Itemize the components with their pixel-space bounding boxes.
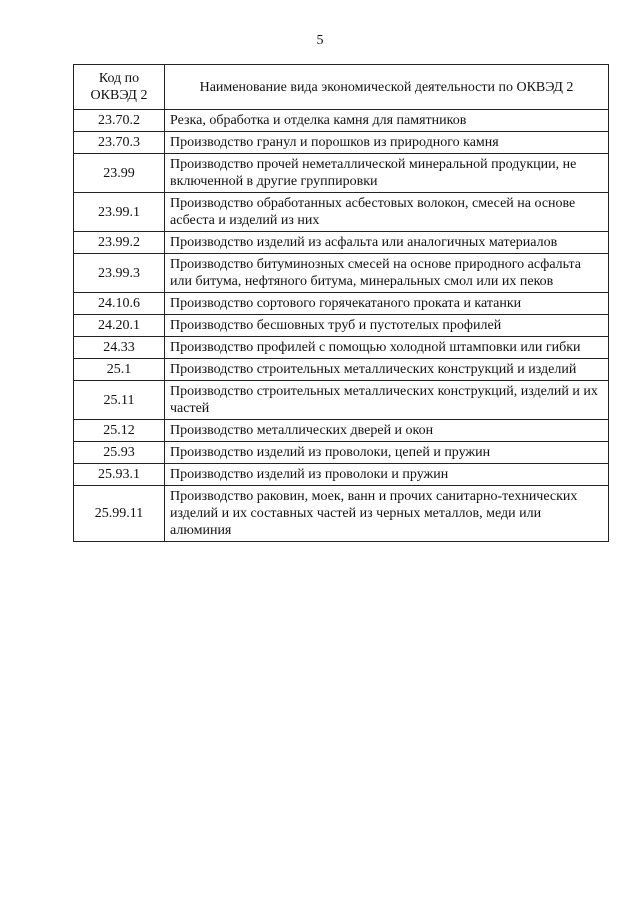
table-row [74,359,609,381]
header-row [74,65,609,110]
activity-name: Производство битуминозных смесей на основе природного асфальта или битума, нефтяного битума, минеральных смол или их пеков [165,254,609,293]
table-row [74,381,609,420]
activity-name: Производство раковин, моек, ванн и прочих санитарно-технических изделий и их составных частей из черных металлов, меди или алюминия [165,486,609,542]
activity-name: Производство изделий из проволоки и пружин [165,464,609,486]
okved-table [73,64,609,542]
name-column-header: Наименование вида экономической деятельности по ОКВЭД 2 [165,65,609,110]
table-row [74,154,609,193]
okved-code: 24.33 [74,337,165,359]
table-row [74,193,609,232]
table-row [74,464,609,486]
okved-code: 23.99.2 [74,232,165,254]
okved-code: 25.93 [74,442,165,464]
okved-code: 24.20.1 [74,315,165,337]
table-row [74,442,609,464]
activity-name: Производство металлических дверей и окон [165,420,609,442]
table-row [74,420,609,442]
okved-code: 25.12 [74,420,165,442]
table-row [74,232,609,254]
okved-code: 25.11 [74,381,165,420]
okved-code: 23.99.1 [74,193,165,232]
activity-name: Производство строительных металлических конструкций и изделий [165,359,609,381]
table-row [74,132,609,154]
okved-code: 23.70.3 [74,132,165,154]
activity-name: Производство изделий из асфальта или аналогичных материалов [165,232,609,254]
table-row [74,337,609,359]
table-row [74,293,609,315]
activity-name: Производство сортового горячекатаного проката и катанки [165,293,609,315]
okved-code: 25.1 [74,359,165,381]
table-row [74,110,609,132]
table-row [74,486,609,542]
code-column-header [74,65,165,110]
activity-name: Производство профилей с помощью холодной штамповки или гибки [165,337,609,359]
okved-code: 25.93.1 [74,464,165,486]
activity-name: Производство гранул и порошков из природного камня [165,132,609,154]
code-header-line1: Код по [98,71,140,86]
table-body [74,110,609,542]
page-number: 5 [316,33,324,48]
okved-code: 23.99.3 [74,254,165,293]
activity-name: Производство прочей неметаллической минеральной продукции, не включенной в другие группировки [165,154,609,193]
activity-name: Резка, обработка и отделка камня для памятников [165,110,609,132]
activity-name: Производство бесшовных труб и пустотелых профилей [165,315,609,337]
table-row [74,315,609,337]
okved-code: 23.99 [74,154,165,193]
activity-name: Производство строительных металлических конструкций, изделий и их частей [165,381,609,420]
table-row [74,254,609,293]
activity-name: Производство изделий из проволоки, цепей и пружин [165,442,609,464]
code-header-line2: ОКВЭД 2 [90,88,148,103]
okved-code: 24.10.6 [74,293,165,315]
activity-name: Производство обработанных асбестовых волокон, смесей на основе асбеста и изделий из них [165,193,609,232]
okved-code: 25.99.11 [74,486,165,542]
table-header [74,65,609,110]
okved-code: 23.70.2 [74,110,165,132]
